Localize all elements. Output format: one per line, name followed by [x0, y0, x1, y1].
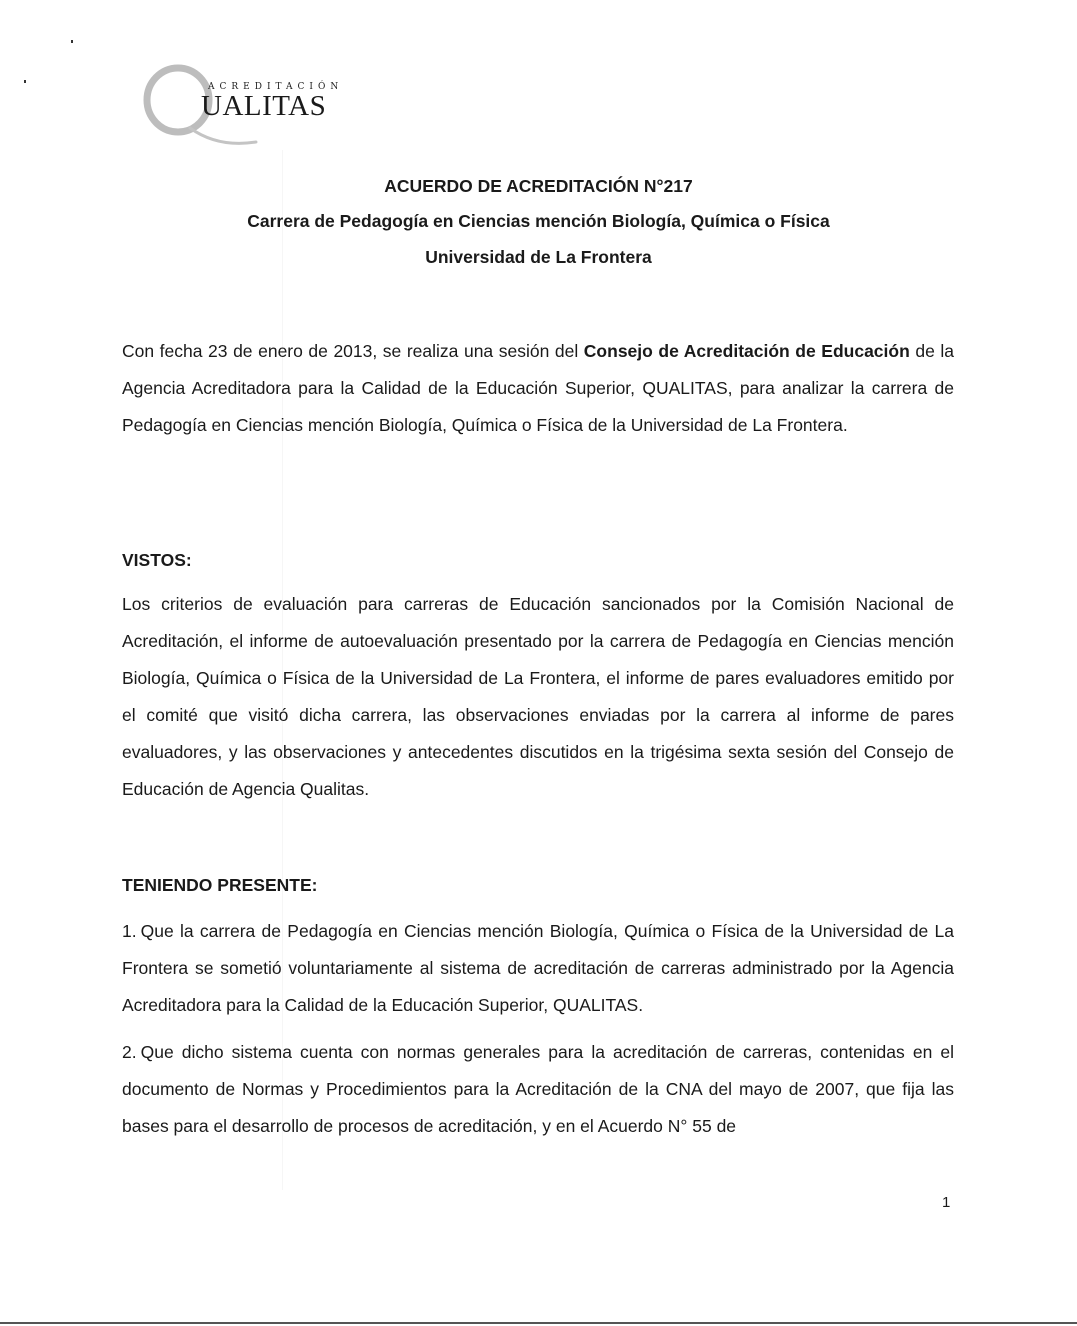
- intro-paragraph: [122, 333, 954, 444]
- logo-main-text: UALITAS: [201, 90, 327, 122]
- list-item-number: 1.: [122, 921, 137, 941]
- intro-council-name: Consejo de Acreditación de Educación: [583, 341, 910, 361]
- document-subtitle-program: Carrera de Pedagogía en Ciencias mención Biología, Química o Física: [247, 211, 830, 231]
- list-item: [122, 1034, 954, 1145]
- document-subtitle-university: Universidad de La Frontera: [425, 247, 652, 267]
- intro-text-end: de la Agencia Acreditadora para la Calidad de la Educación Superior, QUALITAS, para analizar la carrera de Pedagogía en Ciencias mención Biología, Química o Física de la Universidad de La Frontera.: [122, 341, 954, 435]
- list-item-text: Que la carrera de Pedagogía en Ciencias mención Biología, Química o Física de la Universidad de La Frontera se sometió voluntariamente al sistema de acreditación de carreras administrado por la Agencia Acreditadora para la Calidad de la Educación Superior, QUALITAS.: [122, 921, 954, 1015]
- vistos-paragraph: Los criterios de evaluación para carreras de Educación sancionados por la Comisión Nacional de Acreditación, el informe de autoevaluación presentado por la carrera de Pedagogía en Ciencias mención Biología, Química o Física de la Universidad de La Frontera, el informe de pares evaluadores emitido por el comité que visitó dicha carrera, las observaciones enviadas por la carrera al informe de pares evaluadores, y las observaciones y antecedentes discutidos en la trigésima sexta sesión del Consejo de Educación de Agencia Qualitas.: [122, 594, 954, 799]
- section-heading-vistos: VISTOS:: [122, 550, 192, 570]
- scan-bottom-edge: [0, 1322, 1077, 1324]
- scan-speck: [24, 80, 26, 83]
- qualitas-logo: [138, 62, 344, 158]
- list-item-text: Que dicho sistema cuenta con normas generales para la acreditación de carreras, contenidas en el documento de Normas y Procedimientos para la Acreditación de la CNA del mayo de 2007, que fija las bases para el desarrollo de procesos de acreditación, y en el Acuerdo N° 55 de: [122, 1042, 954, 1136]
- page-number: 1: [942, 1194, 951, 1211]
- logo-small-text: ACREDITACIÓN: [208, 82, 344, 92]
- section-heading-teniendo-presente: TENIENDO PRESENTE:: [122, 875, 318, 895]
- intro-text-start: Con fecha 23 de enero de 2013, se realiza una sesión del: [122, 341, 584, 361]
- document-title: ACUERDO DE ACREDITACIÓN N°217: [384, 176, 693, 196]
- scan-speck: [71, 40, 73, 43]
- list-item-number: 2.: [122, 1042, 137, 1062]
- list-item: [122, 913, 954, 1024]
